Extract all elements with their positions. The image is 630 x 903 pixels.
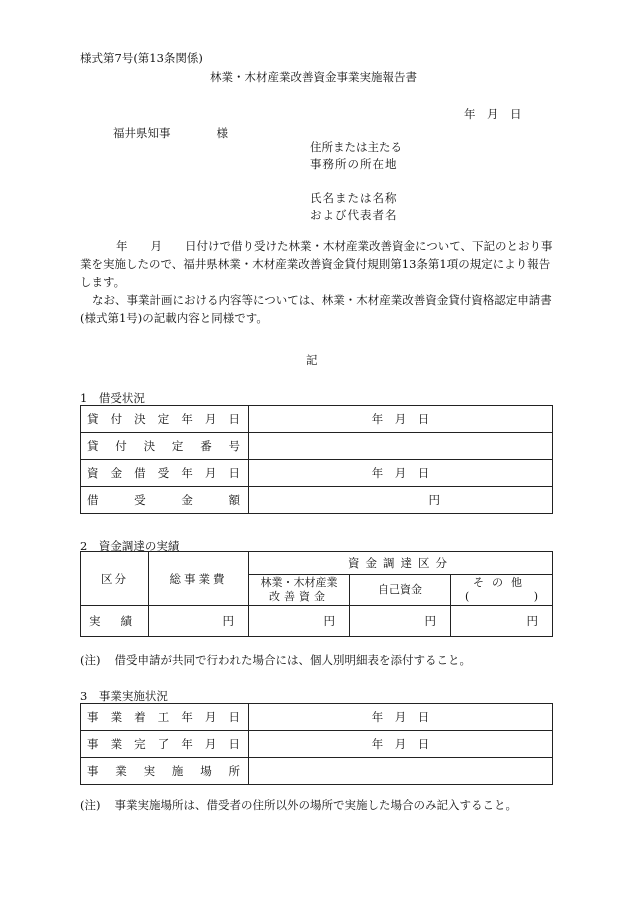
completion-date-label: 事業完了年月日	[81, 731, 249, 758]
column-header-improvement-fund	[249, 575, 350, 606]
name-label-line2: および代表者名	[310, 208, 398, 222]
note-mark: (注)	[80, 798, 101, 812]
actual-improvement-fund-value[interactable]: 円	[249, 606, 350, 637]
recipient	[113, 125, 228, 141]
actual-total-value[interactable]: 円	[149, 606, 249, 637]
actual-row-label: 実績	[81, 606, 149, 637]
loan-status-table	[80, 405, 553, 514]
loan-decision-number-label: 貸付決定番号	[81, 433, 249, 460]
implementation-place-label: 事業実施場所	[81, 758, 249, 785]
section2-heading: 2 資金調達の実績	[80, 539, 180, 553]
recipient-honorific: 様	[216, 126, 228, 140]
body-paragraph-2: なお、事業計画における内容等については、林業・木材産業改善資金貸付資格認定申請書(様式第1号)の記載内容と同様です。	[80, 293, 552, 325]
column-header-kubun: 区分	[81, 552, 149, 606]
table-row	[81, 758, 553, 785]
borrowing-date-value[interactable]: 年 月 日	[249, 460, 553, 487]
paren-open: (	[465, 590, 470, 603]
note-mark: (注)	[80, 653, 101, 667]
loan-decision-date-label: 貸付決定年月日	[81, 406, 249, 433]
table-row	[81, 433, 553, 460]
paren-close: )	[533, 590, 539, 603]
form-number: 様式第7号(第13条関係)	[80, 51, 203, 65]
table-row	[81, 406, 553, 433]
funding-table	[80, 551, 553, 637]
section3-heading: 3 事業実施状況	[80, 689, 168, 703]
start-date-value[interactable]: 年 月 日	[249, 704, 553, 731]
name-label-line1: 氏名または名称	[310, 191, 398, 205]
table-row	[81, 552, 553, 575]
borrowed-amount-value[interactable]: 円	[249, 487, 553, 514]
actual-other-value[interactable]: 円	[451, 606, 553, 637]
recipient-name: 福井県知事	[113, 126, 171, 140]
borrowing-date-label: 資金借受年月日	[81, 460, 249, 487]
table-row	[81, 606, 553, 637]
address-label-line2: 事務所の所在地	[310, 157, 398, 171]
other-paren	[451, 590, 552, 604]
loan-decision-date-value[interactable]: 年 月 日	[249, 406, 553, 433]
address-label-line1: 住所または主たる	[310, 140, 402, 154]
section1-heading: 1 借受状況	[80, 391, 145, 405]
loan-decision-number-value[interactable]	[249, 433, 553, 460]
column-header-total: 総事業費	[149, 552, 249, 606]
improvement-fund-line2: 改善資金	[269, 590, 329, 603]
column-header-own-fund: 自己資金	[350, 575, 451, 606]
table-row	[81, 460, 553, 487]
improvement-fund-line1: 林業・木材産業	[260, 576, 338, 589]
note-text: 事業実施場所は、借受者の住所以外の場所で実施した場合のみ記入すること。	[114, 798, 517, 812]
note-text: 借受申請が共同で行われた場合には、個人別明細表を添付すること。	[114, 653, 471, 667]
other-label: その他	[473, 576, 530, 589]
implementation-place-value[interactable]	[249, 758, 553, 785]
report-date: 年 月 日	[464, 107, 522, 121]
note-implementation-place	[80, 797, 517, 813]
completion-date-value[interactable]: 年 月 日	[249, 731, 553, 758]
actual-own-fund-value[interactable]: 円	[350, 606, 451, 637]
body-text	[80, 237, 556, 327]
note-joint-application	[80, 652, 471, 668]
table-row	[81, 731, 553, 758]
implementation-table	[80, 703, 553, 785]
ki-heading: 記	[306, 353, 318, 367]
table-row	[81, 704, 553, 731]
column-header-other	[451, 575, 553, 606]
start-date-label: 事業着工年月日	[81, 704, 249, 731]
column-header-funding-group: 資金調達区分	[249, 552, 553, 575]
table-row	[81, 487, 553, 514]
borrowed-amount-label: 借受金額	[81, 487, 249, 514]
document-title: 林業・木材産業改善資金事業実施報告書	[210, 70, 417, 84]
body-paragraph-1: 年 月 日付けで借り受けた林業・木材産業改善資金について、下記のとおり事業を実施したので、福井県林業・木材産業改善資金貸付規則第13条第1項の規定により報告します。	[80, 239, 553, 289]
